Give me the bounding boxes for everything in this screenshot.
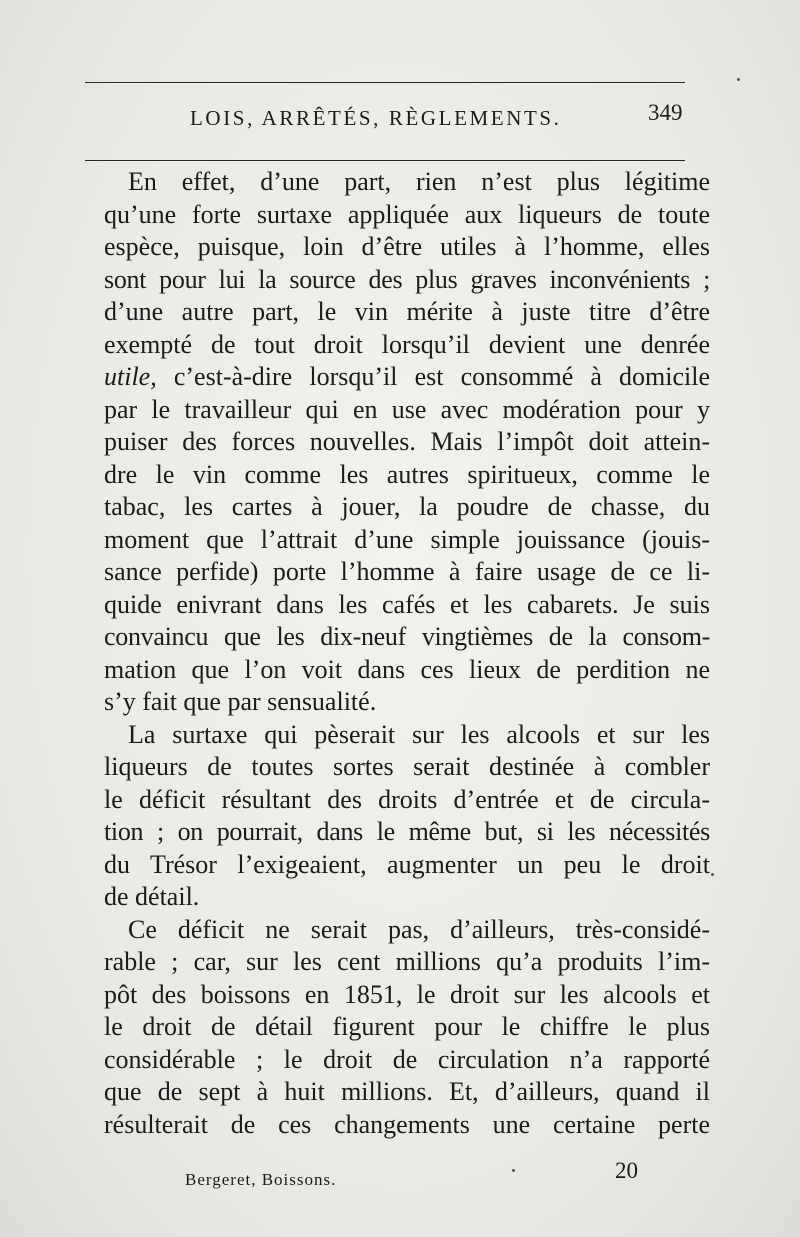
text-line: que de sept à huit millions. Et, d’ailleurs, quand il <box>104 1077 710 1106</box>
text-line: espèce, puisque, loin d’être utiles à l’homme, elles <box>104 232 710 261</box>
running-title: LOIS, ARRÊTÉS, RÈGLEMENTS. <box>190 106 562 130</box>
text-line: convaincu que les dix-neuf vingtièmes de la consom- <box>104 622 710 651</box>
text-line: puiser des forces nouvelles. Mais l’impôt doit attein- <box>104 427 710 456</box>
text-line: moment que l’attrait d’une simple jouissance (jouis- <box>104 524 710 554</box>
paper-speck <box>512 1169 515 1172</box>
paper-speck <box>711 873 714 876</box>
signature-mark: 20 <box>615 1158 638 1183</box>
text-line: quide enivrant dans les cafés et les cabarets. Je suis <box>104 589 710 619</box>
text-line: résulterait de ces changements une certaine perte <box>104 1109 710 1139</box>
text-line: tion ; on pourrait, dans le même but, si les nécessités <box>104 817 710 846</box>
text-line: sont pour lui la source des plus graves inconvénients ; <box>104 264 710 294</box>
text-line-with-italic <box>104 361 710 394</box>
header-rule-bottom <box>85 160 685 161</box>
text-line: le déficit résultant des droits d’entrée et de circula- <box>104 784 710 814</box>
text-line: s’y fait que par sensualité. <box>104 687 377 716</box>
text-line: exempté de tout droit lorsqu’il devient une denrée <box>104 329 710 359</box>
text-line: par le travailleur qui en use avec modération pour y <box>104 394 710 424</box>
header-rule-top <box>85 82 685 83</box>
text-line: mation que l’on voit dans ces lieux de perdition ne <box>104 654 710 684</box>
text-line: considérable ; le droit de circulation n’a rapporté <box>104 1044 710 1074</box>
text-line: qu’une forte surtaxe appliquée aux liqueurs de toute <box>104 199 710 229</box>
paper-speck <box>737 78 740 81</box>
text-line: liqueurs de toutes sortes serait destinée à combler <box>104 752 710 781</box>
text-line: Ce déficit ne serait pas, d’ailleurs, très-considé- <box>128 914 710 944</box>
text-line: sance perfide) porte l’homme à faire usage de ce li- <box>104 557 710 586</box>
text-line: pôt des boissons en 1851, le droit sur les alcools et <box>104 979 710 1009</box>
footer-author-work: Bergeret, Boissons. <box>185 1170 337 1189</box>
text-line: En effet, d’une part, rien n’est plus légitime <box>128 167 710 196</box>
page-header <box>85 100 685 140</box>
text-line-rest: c’est-à-dire lorsqu’il est consommé à domicile <box>173 362 711 391</box>
body-text <box>104 166 710 1141</box>
text-line: le droit de détail figurent pour le chiffre le plus <box>104 1012 710 1041</box>
text-line: dre le vin comme les autres spiritueux, comme le <box>104 459 710 489</box>
text-line: tabac, les cartes à jouer, la poudre de chasse, du <box>104 492 710 521</box>
text-line: du Trésor l’exigeaient, augmenter un peu le droit <box>104 849 710 879</box>
text-line: d’une autre part, le vin mérite à juste titre d’être <box>104 297 710 326</box>
text-line: La surtaxe qui pèserait sur les alcools et sur les <box>128 719 710 749</box>
page-number: 349 <box>648 100 683 125</box>
italic-word: utile, <box>104 362 157 391</box>
text-line: de détail. <box>104 882 200 911</box>
text-line: rable ; car, sur les cent millions qu’a produits l’im- <box>104 947 710 976</box>
